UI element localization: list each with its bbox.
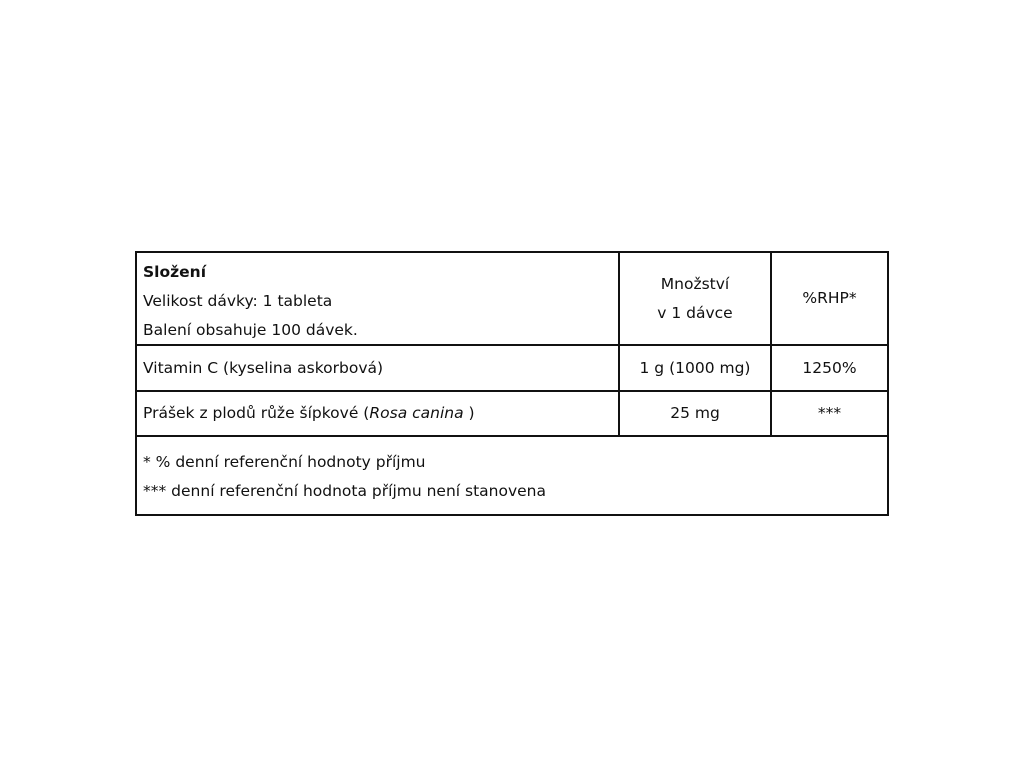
header-composition-cell xyxy=(137,253,620,346)
rosehip-amount: 25 mg xyxy=(670,404,720,422)
rosehip-name-prefix: Prášek z plodů růže šípkové ( xyxy=(143,404,370,422)
rosehip-rhp-cell xyxy=(772,392,887,437)
vitamin-c-name: Vitamin C (kyselina askorbová) xyxy=(143,358,384,377)
rosehip-rhp: *** xyxy=(817,404,842,422)
header-rhp-cell xyxy=(772,253,887,346)
vitamin-c-name-cell xyxy=(137,346,620,392)
rosehip-name-cell xyxy=(137,392,620,437)
amount-header-line1: Množství xyxy=(660,274,730,293)
header-amount-cell xyxy=(620,253,772,346)
vitamin-c-amount-cell xyxy=(620,346,772,392)
footnotes-cell xyxy=(137,437,887,514)
composition-table xyxy=(135,251,889,516)
rosehip-latin-name: Rosa canina xyxy=(369,404,464,422)
serving-size-text: Velikost dávky: 1 tableta xyxy=(143,292,333,310)
package-contents-text: Balení obsahuje 100 dávek. xyxy=(143,321,358,339)
rhp-header: %RHP* xyxy=(802,289,857,307)
vitamin-c-rhp-cell xyxy=(772,346,887,392)
footnote-rhp: * % denní referenční hodnoty příjmu xyxy=(143,453,426,471)
rosehip-amount-cell xyxy=(620,392,772,437)
footnote-not-established: *** denní referenční hodnota příjmu není stanovena xyxy=(143,482,546,500)
rosehip-name-suffix: ) xyxy=(463,404,475,422)
composition-title: Složení xyxy=(143,263,207,281)
vitamin-c-rhp: 1250% xyxy=(802,358,857,377)
amount-header-line2: v 1 dávce xyxy=(657,303,733,322)
vitamin-c-amount: 1 g (1000 mg) xyxy=(639,358,751,377)
rosehip-name xyxy=(143,399,475,428)
